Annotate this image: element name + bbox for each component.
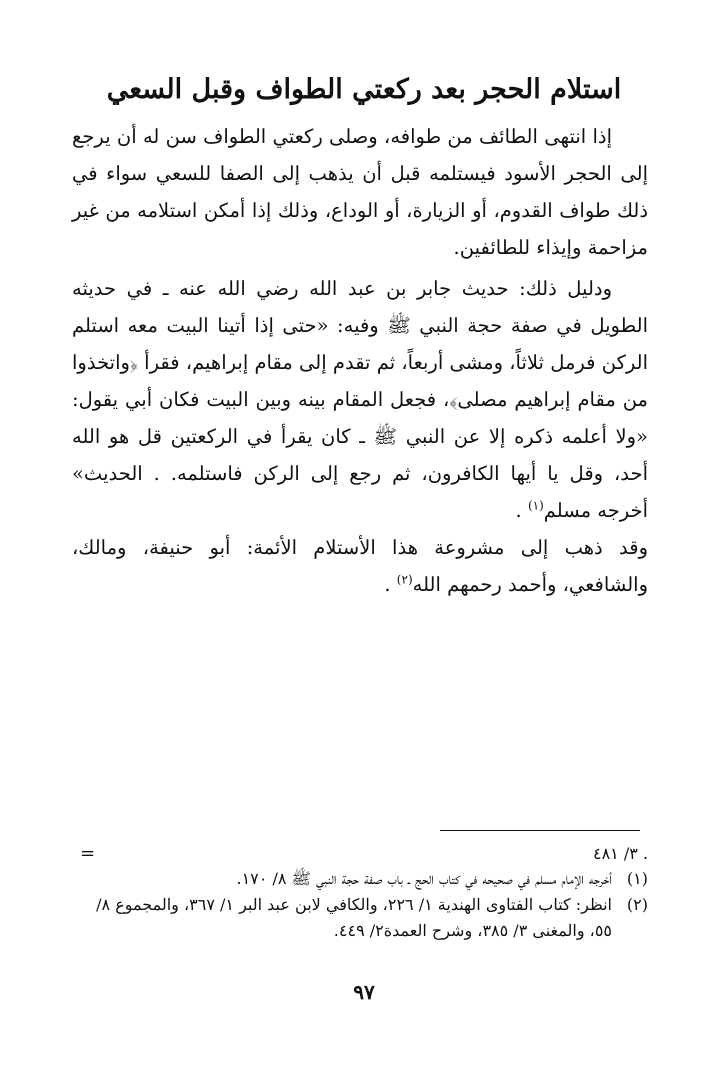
footnote-number: (٢) (626, 895, 648, 914)
footnote-ref-2[interactable]: (٢) (396, 572, 413, 587)
footnote-number: (١) (626, 869, 648, 888)
paragraph-imams (72, 529, 648, 603)
footnote-1 (80, 866, 648, 892)
footnote-text: انظر: كتاب الفتاوى الهندية ١/ ٢٢٦، والكافي لابن عبد البر ١/ ٣٦٧، والمجموع ٨/ ٥٥، والمغنى ٣/ ٣٨٥، وشرح العمدة٢/ ٤٤٩. (96, 895, 612, 940)
paragraph-evidence (72, 270, 648, 529)
evidence-text: ودليل ذلك: حديث جابر بن عبد الله رضي الله عنه ـ في حديثه الطويل في صفة حجة النبي ﷺ وفيه: «حتى إذا أتينا البيت معه استلم الركن فرمل ثلاثاً، ومشى أربعاً، ثم تقدم إلى مقام إبراهيم، فقرأ ﴿واتخذوا من مقام إبراهيم مصلى﴾، فجعل المقام بينه وبين البيت فكان أبي يقول: «ولا أعلمه ذكره إلا عن النبي ﷺ ـ كان يقرأ في الركعتين قل هو الله أحد، وقل يا أيها الكافرون، ثم رجع إلى الركن فاستلمه. . الحديث» أخرجه مسلم (72, 277, 648, 522)
main-text (72, 118, 648, 607)
footnote-text: أخرجه الإمام مسلم في صحيحه في كتاب الحج ـ باب صفة حجة النبي ﷺ ٨/ ١٧٠. (236, 869, 612, 888)
footnote-ref-1[interactable]: (١) (527, 498, 544, 513)
continuation-marker: = (80, 843, 96, 864)
footnote-2 (80, 892, 648, 944)
page-number: ٩٧ (353, 980, 375, 1004)
footnote-divider (440, 830, 640, 831)
footnotes (80, 866, 648, 944)
footnote-continuation-text: . ٣/ ٤٨١ (592, 844, 648, 863)
evidence-end: . (515, 499, 528, 522)
paragraph-intro: إذا انتهى الطائف من طوافه، وصلى ركعتي الطواف سن له أن يرجع إلى الحجر الأسود فيستلمه قبل أن يذهب إلى الصفا للسعي سواء في ذلك طواف القدوم، أو الزيارة، أو الوداع، وذلك إذا أمكن استلامه من غير مزاحمة وإيذاء للطائفين. (72, 125, 648, 259)
imams-text: وقد ذهب إلى مشروعة هذا الأستلام الأئمة: أبو حنيفة، ومالك، والشافعي، وأحمد رحمهم الله (72, 536, 648, 596)
page-title: استلام الحجر بعد ركعتي الطواف وقبل السعي (106, 74, 622, 105)
imams-end: . (384, 573, 397, 596)
footnote-continuation (80, 842, 648, 866)
